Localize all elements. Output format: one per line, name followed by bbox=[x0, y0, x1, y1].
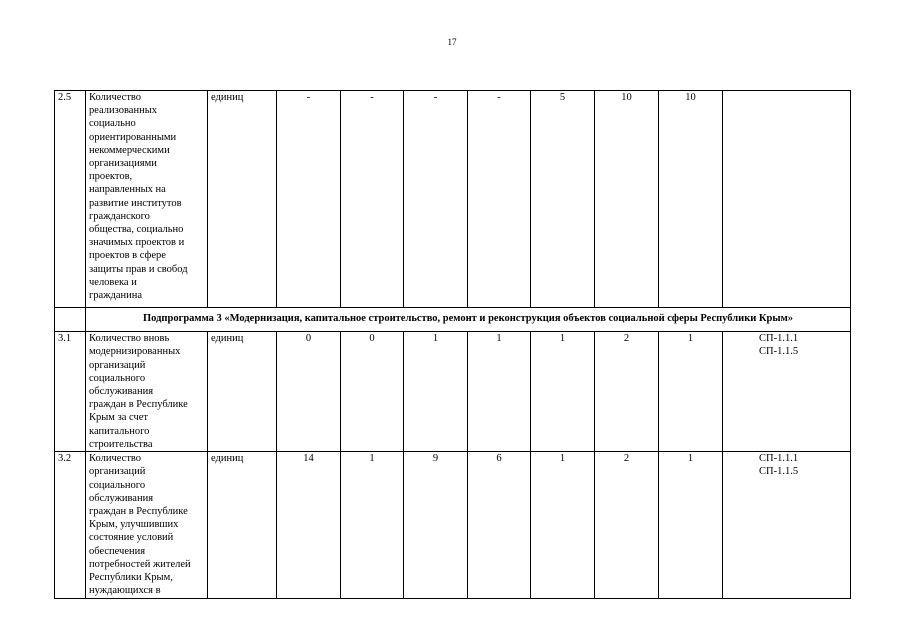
program-code: СП-1.1.5 bbox=[759, 346, 799, 358]
row-number: 3.1 bbox=[55, 332, 86, 452]
value-cell: 14 bbox=[277, 452, 341, 599]
value-cell: - bbox=[277, 91, 341, 308]
value-cell: 5 bbox=[531, 91, 595, 308]
value-cell: 0 bbox=[277, 332, 341, 452]
table-row bbox=[55, 332, 851, 452]
page-number: 17 bbox=[447, 37, 457, 47]
value-cell: 1 bbox=[341, 452, 404, 599]
unit-cell: единиц bbox=[208, 332, 277, 452]
value-cell: 6 bbox=[468, 452, 531, 599]
row-number: 3.2 bbox=[55, 452, 86, 599]
value-cell: 9 bbox=[404, 452, 468, 599]
program-code: СП-1.1.1 bbox=[759, 333, 799, 345]
codes-cell bbox=[723, 452, 851, 599]
value-cell: 1 bbox=[531, 452, 595, 599]
indicator-name: Количество организаций социального обслуживания граждан в Республике Крым, улучшивших состояние условий обеспечения потребностей жителей Республики Крым, нуждающихся в bbox=[86, 452, 208, 599]
value-cell: 2 bbox=[595, 332, 659, 452]
unit-cell: единиц bbox=[208, 91, 277, 308]
value-cell: 1 bbox=[404, 332, 468, 452]
value-cell: 1 bbox=[659, 332, 723, 452]
value-cell: 1 bbox=[468, 332, 531, 452]
program-code: СП-1.1.1 bbox=[759, 453, 799, 465]
indicators-table bbox=[54, 90, 851, 599]
value-cell: 10 bbox=[659, 91, 723, 308]
subprogram-title: Подпрограмма 3 «Модернизация, капитальное строительство, ремонт и реконструкция объектов социальной сферы Республики Крым» bbox=[86, 308, 851, 332]
empty-cell bbox=[55, 308, 86, 332]
value-cell: - bbox=[341, 91, 404, 308]
codes-cell bbox=[723, 91, 851, 308]
value-cell: - bbox=[404, 91, 468, 308]
value-cell: 1 bbox=[531, 332, 595, 452]
value-cell: 2 bbox=[595, 452, 659, 599]
codes-cell bbox=[723, 332, 851, 452]
unit-cell: единиц bbox=[208, 452, 277, 599]
table-row bbox=[55, 452, 851, 599]
value-cell: 10 bbox=[595, 91, 659, 308]
program-code: СП-1.1.5 bbox=[759, 466, 799, 478]
indicator-name: Количество вновь модернизированных организаций социального обслуживания граждан в Республике Крым за счет капитального строительства bbox=[86, 332, 208, 452]
subprogram-row bbox=[55, 308, 851, 332]
indicator-name: Количество реализованных социально ориентированными некоммерческими организациями проектов, направленных на развитие институтов гражданского общества, социально значимых проектов и проектов в сфере защиты прав и свобод человека и гражданина bbox=[86, 91, 208, 308]
row-number: 2.5 bbox=[55, 91, 86, 308]
value-cell: - bbox=[468, 91, 531, 308]
value-cell: 0 bbox=[341, 332, 404, 452]
table-row bbox=[55, 91, 851, 308]
value-cell: 1 bbox=[659, 452, 723, 599]
